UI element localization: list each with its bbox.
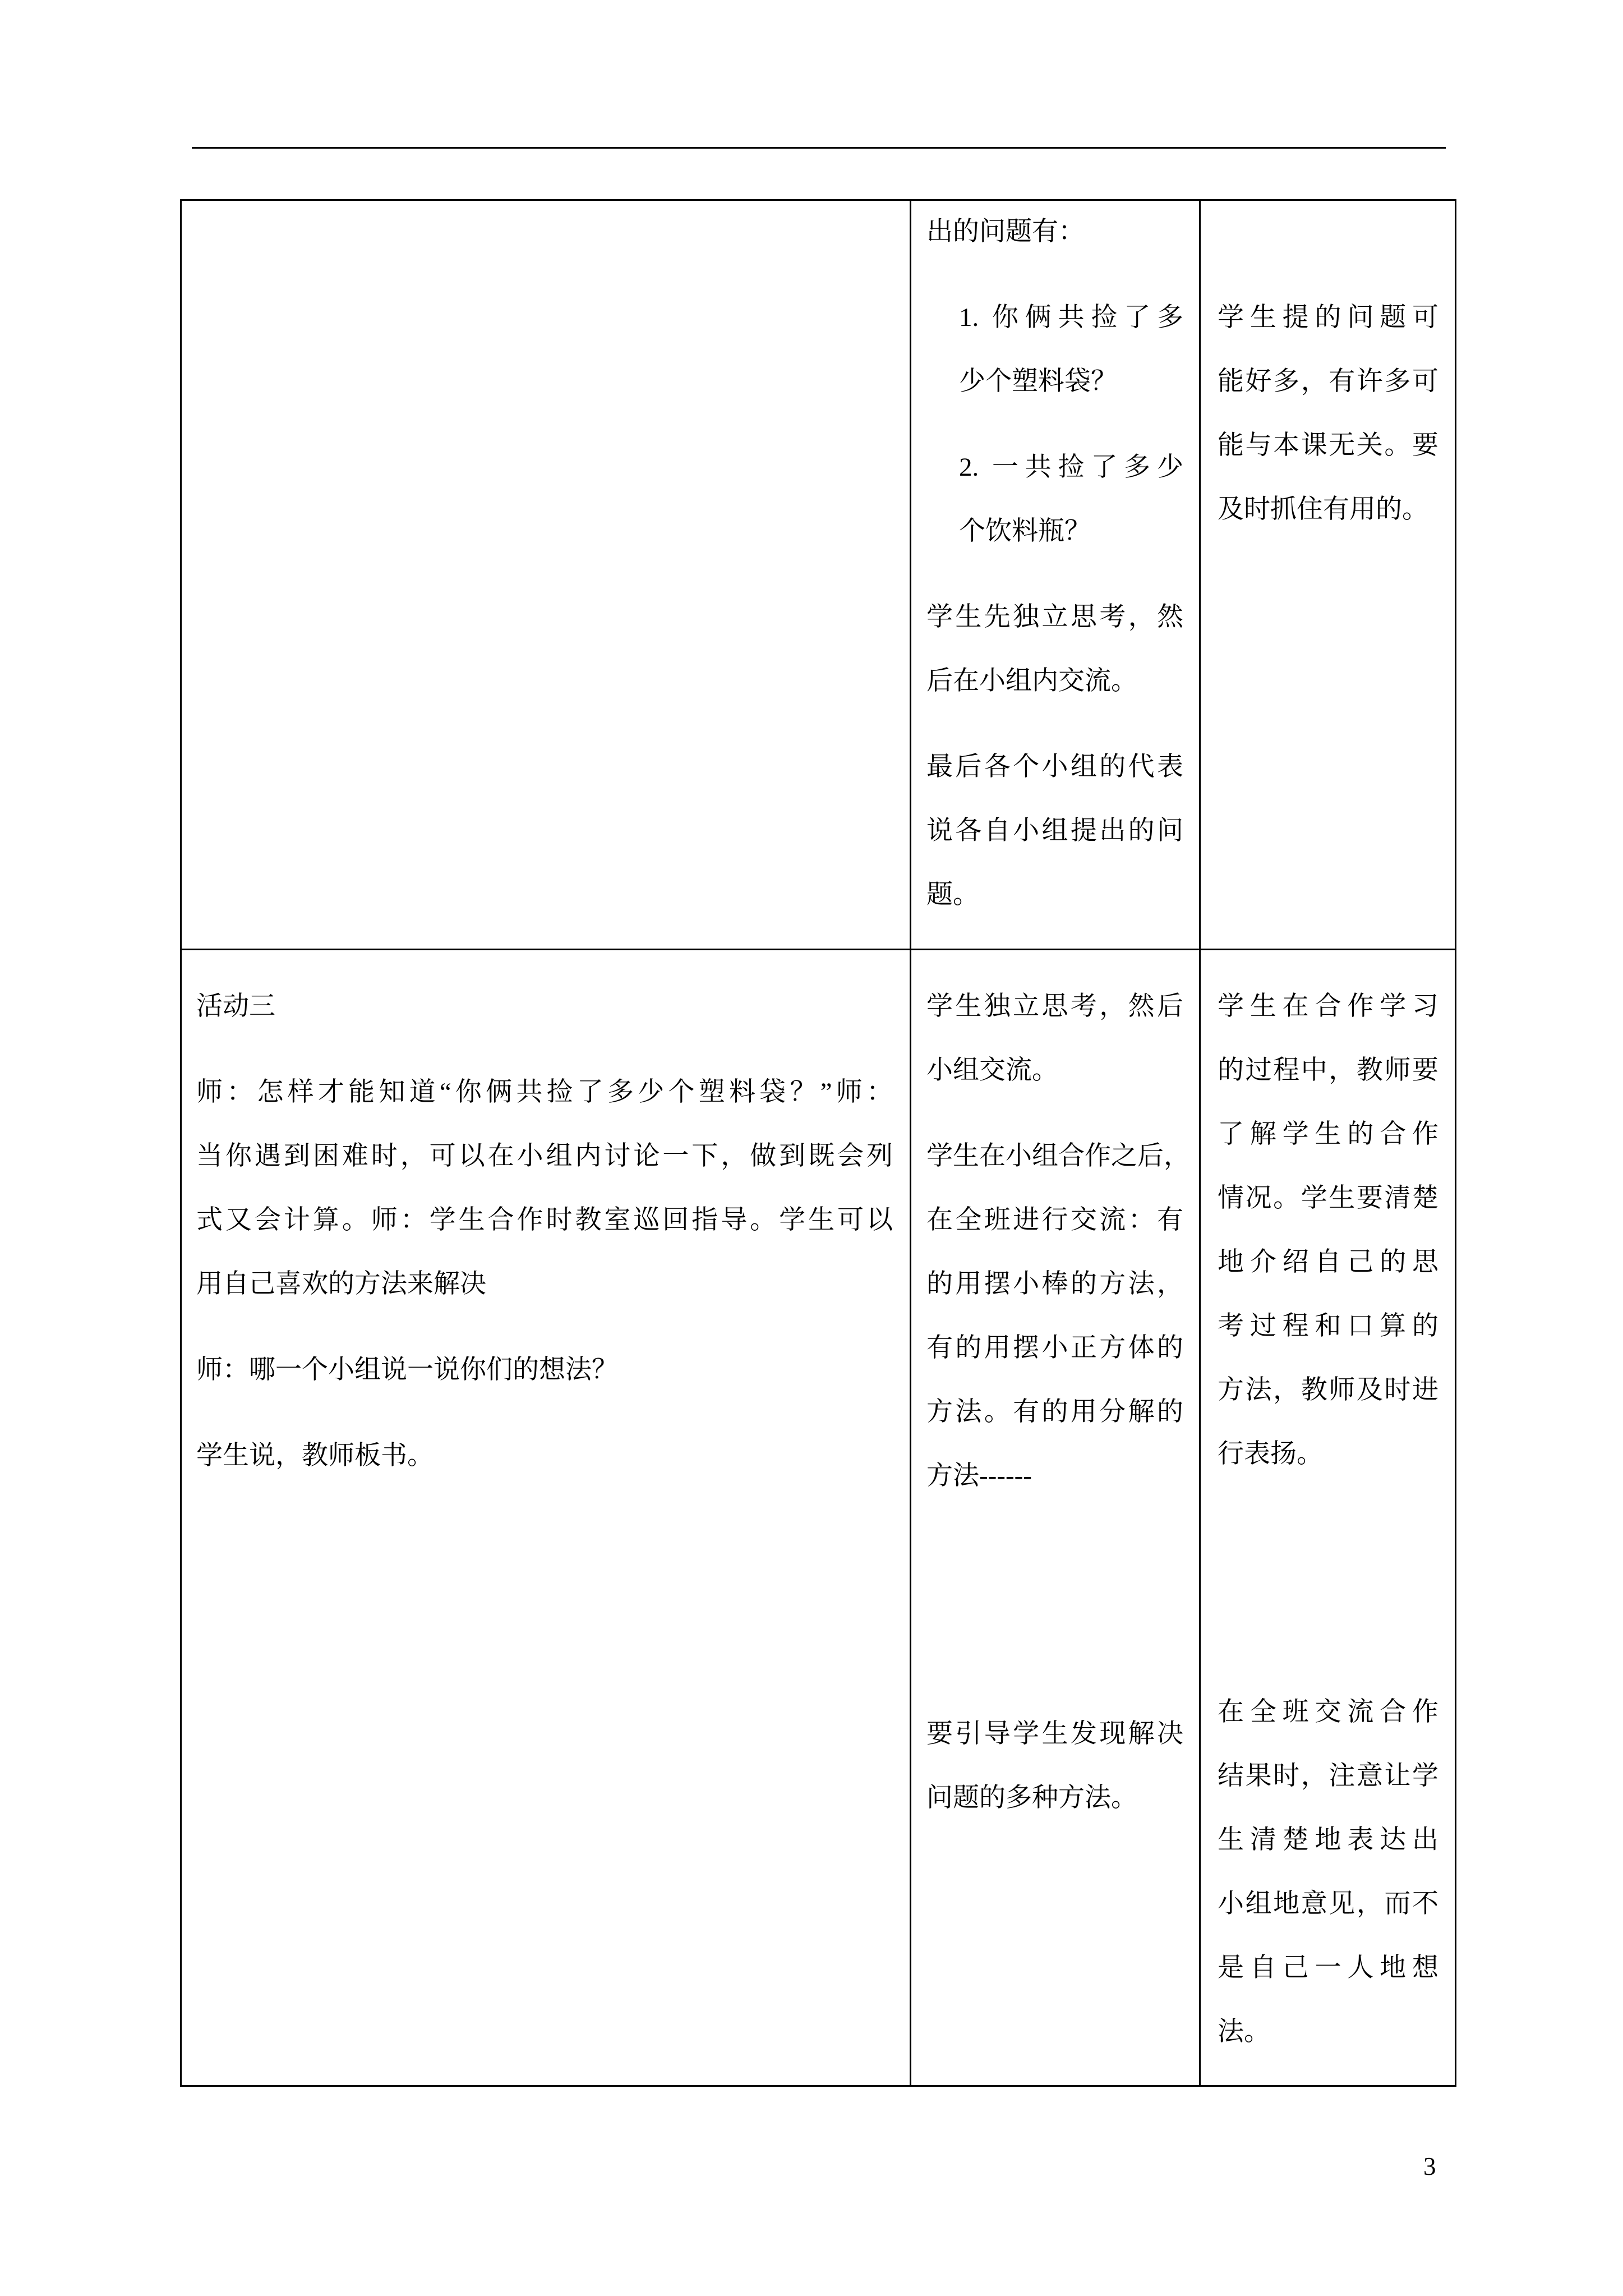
text-line: 学生先独立思考，然 bbox=[926, 602, 1183, 632]
text-line: 方法，教师及时进 bbox=[1218, 1375, 1438, 1405]
activity-cell bbox=[180, 949, 910, 2087]
text-line: 及时抓住有用的。 bbox=[1218, 495, 1428, 524]
lesson-plan-table bbox=[180, 199, 1456, 2087]
text-line: 学生在合作学习 bbox=[1218, 992, 1438, 1021]
paragraph bbox=[926, 200, 1183, 264]
text-line: 当你遇到困难时，可以在小组内讨论一下，做到既会列 bbox=[196, 1142, 893, 1171]
text-line: 学生独立思考，然后 bbox=[926, 992, 1183, 1021]
text-line: 能好多，有许多可 bbox=[1218, 367, 1438, 396]
text-line: 在全班进行交流：有 bbox=[926, 1205, 1183, 1235]
text-line: 情况。学生要清楚 bbox=[1218, 1184, 1438, 1213]
text-line: 有的用摆小正方体的 bbox=[926, 1333, 1183, 1363]
text-line: 能与本课无关。要 bbox=[1218, 431, 1438, 460]
activity-cell bbox=[180, 199, 910, 949]
header-rule bbox=[192, 147, 1446, 149]
text-line: 结果时，注意让学 bbox=[1218, 1761, 1438, 1791]
text-line: 说各自小组提出的问 bbox=[926, 816, 1183, 845]
student-activity-cell bbox=[910, 199, 1200, 949]
paragraph bbox=[196, 1424, 893, 1488]
paragraph bbox=[1218, 974, 1438, 1486]
student-activity-cell bbox=[910, 949, 1200, 2087]
text-line: 了解学生的合作 bbox=[1218, 1120, 1438, 1149]
page-number: 3 bbox=[1423, 2152, 1436, 2180]
paragraph bbox=[959, 286, 1183, 413]
text-line: 小组地意见，而不 bbox=[1218, 1889, 1438, 1918]
text-line: 学生在小组合作之后， bbox=[926, 1142, 1190, 1171]
paragraph bbox=[196, 1338, 893, 1402]
text-line: 题。 bbox=[926, 880, 979, 909]
design-note-cell bbox=[1200, 199, 1456, 949]
text-line: 的过程中，教师要 bbox=[1218, 1056, 1438, 1085]
paragraph bbox=[926, 585, 1183, 713]
paragraph bbox=[196, 974, 893, 1038]
text-line: 后在小组内交流。 bbox=[926, 666, 1137, 696]
text-line: 师：怎样才能知道“你俩共捡了多少个塑料袋？”师： bbox=[196, 1078, 893, 1107]
text-line: 师：哪一个小组说一说你们的想法？ bbox=[196, 1355, 618, 1384]
text-line: 1. 你俩共捡了多 bbox=[959, 303, 1183, 332]
text-line: 是自己一人地想 bbox=[1218, 1953, 1438, 1982]
text-line: 行表扬。 bbox=[1218, 1439, 1323, 1469]
text-line: 小组交流。 bbox=[926, 1056, 1058, 1085]
text-line: 在全班交流合作 bbox=[1218, 1697, 1438, 1727]
text-line: 用自己喜欢的方法来解决 bbox=[196, 1269, 486, 1299]
design-note-cell bbox=[1200, 949, 1456, 2087]
text-line: 方法------ bbox=[926, 1461, 1032, 1490]
text-line: 个饮料瓶？ bbox=[959, 517, 1091, 546]
paragraph bbox=[196, 1060, 893, 1316]
text-line: 学生说，教师板书。 bbox=[196, 1441, 434, 1470]
paragraph bbox=[926, 735, 1183, 927]
text-line: 方法。有的用分解的 bbox=[926, 1397, 1183, 1427]
text-line: 学生提的问题可 bbox=[1218, 303, 1438, 332]
paragraph bbox=[926, 1702, 1183, 1830]
text-line: 生清楚地表达出 bbox=[1218, 1825, 1438, 1855]
text-line: 考过程和口算的 bbox=[1218, 1312, 1438, 1341]
activity-heading: 活动三 bbox=[196, 992, 275, 1021]
text-line: 少个塑料袋？ bbox=[959, 367, 1117, 396]
text-line: 要引导学生发现解决 bbox=[926, 1719, 1183, 1749]
paragraph bbox=[959, 435, 1183, 563]
text-line: 出的问题有： bbox=[926, 217, 1085, 246]
text-line: 式又会计算。师：学生合作时教室巡回指导。学生可以 bbox=[196, 1205, 893, 1235]
text-line: 2. 一共捡了多少 bbox=[959, 453, 1183, 482]
paragraph bbox=[926, 1124, 1190, 1508]
text-line: 法。 bbox=[1218, 2017, 1270, 2046]
paragraph bbox=[926, 974, 1183, 1102]
text-line: 最后各个小组的代表 bbox=[926, 752, 1183, 781]
text-line: 的用摆小棒的方法， bbox=[926, 1269, 1183, 1299]
paragraph bbox=[1218, 1680, 1438, 2064]
text-line: 问题的多种方法。 bbox=[926, 1783, 1137, 1812]
paragraph bbox=[1218, 286, 1438, 541]
text-line: 地介绍自己的思 bbox=[1218, 1248, 1438, 1277]
